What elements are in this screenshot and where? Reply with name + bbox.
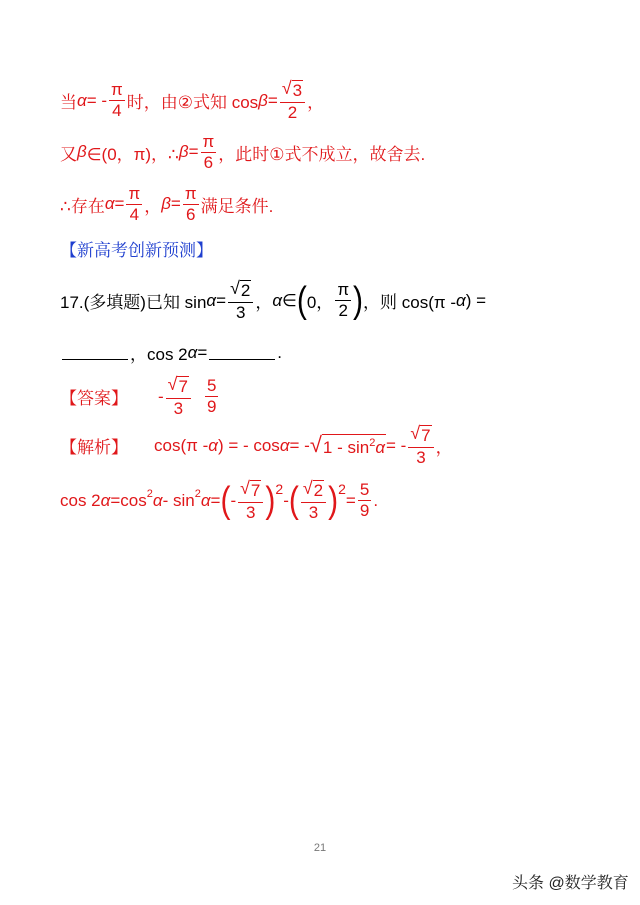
denominator: 3 [416, 447, 426, 467]
radical-icon: √ [309, 431, 322, 457]
right-paren-icon: ) [265, 479, 276, 521]
fraction [301, 480, 326, 521]
numerator [280, 80, 305, 103]
alpha: α [272, 290, 283, 310]
denominator: 6 [185, 204, 196, 224]
heading-text: 【新高考创新预测】 [60, 241, 213, 260]
left-paren-icon: ( [220, 479, 231, 521]
alpha: α [208, 435, 218, 455]
fraction [109, 81, 125, 120]
text: ∴存在 [60, 196, 105, 216]
alpha: α [152, 490, 163, 510]
radical-icon: √ [302, 478, 313, 498]
text: ) = [465, 290, 487, 310]
right-paren-icon: ) [353, 279, 364, 321]
sqrt [309, 431, 386, 458]
text: 当 [60, 93, 77, 113]
text: = [188, 142, 199, 162]
radical-icon: √ [230, 278, 240, 298]
question-17-line-1 [60, 280, 486, 321]
denominator: 3 [173, 398, 184, 418]
numerator [228, 280, 253, 303]
text: - sin [162, 490, 195, 510]
alpha: α [187, 342, 198, 362]
answer-blank-1 [62, 345, 128, 360]
sqrt [282, 80, 303, 101]
denominator: 2 [287, 102, 298, 122]
text: - [283, 490, 289, 510]
beta: β [77, 142, 87, 162]
fraction [201, 133, 217, 172]
sqrt [240, 480, 261, 501]
numerator [238, 480, 263, 503]
exponent: 2 [275, 480, 284, 497]
radicand: 3 [292, 81, 303, 100]
page-number: 21 [313, 842, 327, 854]
alpha: α [104, 194, 115, 214]
solution-line-2 [60, 133, 425, 172]
beta: β [258, 90, 268, 110]
text: 1 - sin [322, 437, 370, 457]
text: ， [144, 196, 162, 216]
radicand: 2 [313, 481, 324, 500]
text: = - [289, 435, 310, 455]
fraction [205, 377, 218, 416]
sqrt [410, 425, 431, 446]
text: ，cos 2 [130, 345, 188, 364]
alpha: α [200, 490, 211, 510]
fraction [335, 281, 351, 320]
exponent: 2 [146, 487, 153, 500]
denominator: 9 [359, 501, 370, 521]
alpha: α [375, 437, 386, 457]
numerator: π [184, 184, 197, 203]
text: = [345, 490, 356, 510]
fraction [126, 185, 142, 224]
alpha: α [77, 90, 87, 110]
denominator: 6 [203, 152, 214, 172]
fraction [408, 425, 433, 466]
fraction [183, 185, 199, 224]
beta: β [178, 142, 189, 162]
text: = [197, 342, 208, 362]
text: ，则 cos(π - [363, 293, 456, 313]
text: =cos [110, 490, 147, 510]
answer-line [60, 376, 220, 417]
numerator: π [111, 80, 123, 100]
text: ∈(0，π)，∴ [86, 144, 179, 164]
text: - [230, 490, 237, 510]
answer-label: 【答案】 [60, 389, 128, 409]
text: = - [86, 90, 108, 110]
analysis-label: 【解析】 [60, 438, 128, 458]
text: cos(π - [154, 435, 209, 455]
radicand: 7 [421, 426, 431, 445]
text: = [210, 490, 221, 510]
analysis-line [60, 425, 453, 466]
denominator: 3 [308, 502, 319, 522]
text: - [158, 386, 164, 406]
question-17-line-2 [60, 340, 282, 365]
numerator: 5 [359, 480, 370, 500]
alpha: α [279, 435, 290, 455]
text: . [373, 490, 379, 510]
text: ∈ [282, 290, 297, 310]
fraction [166, 376, 191, 417]
text: = [267, 90, 278, 110]
text: 0， [306, 293, 334, 313]
radical-icon: √ [240, 478, 250, 498]
numerator: π [128, 184, 141, 203]
denominator: 3 [235, 302, 246, 322]
right-paren-icon: ) [328, 479, 339, 521]
left-paren-icon: ( [288, 479, 299, 521]
text: = - [386, 435, 407, 455]
fraction [238, 480, 263, 521]
denominator: 4 [112, 101, 122, 121]
fraction [358, 481, 371, 520]
radicand: 2 [240, 281, 251, 300]
denominator: 3 [246, 502, 256, 522]
numerator: π [337, 280, 350, 300]
exponent: 2 [369, 436, 376, 449]
denominator: 9 [206, 397, 217, 417]
alpha: α [100, 490, 111, 510]
text: 时，由②式知 cos [126, 93, 259, 113]
radicand: 7 [250, 481, 261, 500]
alpha: α [456, 290, 466, 310]
radicand [322, 434, 386, 458]
exponent: 2 [338, 480, 346, 497]
solution-line-1 [60, 80, 324, 121]
left-paren-icon: ( [296, 279, 307, 321]
denominator: 2 [338, 301, 348, 321]
text: cos 2 [60, 490, 101, 510]
numerator [408, 425, 433, 448]
radical-icon: √ [281, 78, 292, 98]
text: 又 [60, 144, 77, 164]
sqrt [230, 280, 251, 301]
denominator: 4 [129, 204, 140, 224]
text: 17.(多填题)已知 sin [60, 293, 207, 313]
answer-blank-2 [209, 345, 275, 360]
text: ， [435, 438, 453, 458]
radical-icon: √ [410, 423, 421, 443]
text: ， [307, 93, 325, 113]
sqrt [168, 376, 189, 397]
radical-icon: √ [167, 374, 178, 394]
watermark: 头条 @数学教育 [512, 875, 629, 892]
numerator: π [202, 132, 215, 151]
text: . [277, 342, 283, 362]
section-heading [60, 236, 213, 261]
text: = [216, 290, 227, 310]
text: ，此时①式不成立，故舍去. [218, 144, 426, 164]
exponent: 2 [194, 487, 201, 500]
text: ) = - cos [217, 435, 280, 455]
solution-line-final [60, 480, 378, 521]
sqrt [303, 480, 324, 501]
text: ， [255, 293, 273, 313]
numerator [301, 480, 326, 503]
numerator [166, 376, 191, 399]
fraction [280, 80, 305, 121]
fraction [228, 280, 253, 321]
beta: β [161, 194, 171, 214]
text: = [114, 194, 125, 214]
solution-line-3 [60, 185, 273, 224]
text: = [170, 194, 181, 214]
alpha: α [206, 290, 217, 310]
radicand: 7 [178, 377, 188, 396]
numerator: 5 [206, 376, 217, 396]
text: 满足条件. [200, 196, 274, 216]
